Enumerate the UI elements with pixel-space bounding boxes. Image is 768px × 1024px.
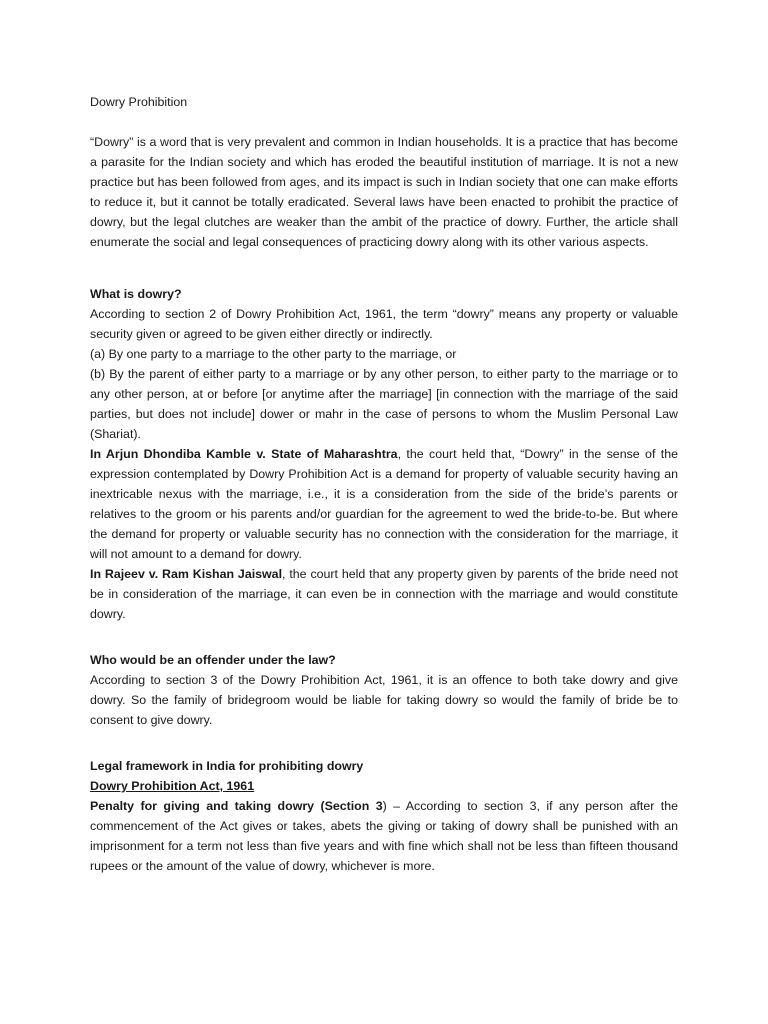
section-2-definition: According to section 2 of Dowry Prohibition Act, 1961, the term “dowry” means any property or valuable security given or agreed to be given either directly or indirectly. xyxy=(90,307,678,341)
item-a: (a) By one party to a marriage to the other party to the marriage, or xyxy=(90,347,457,361)
case-rajeev-paragraph xyxy=(90,564,678,624)
case-rajeev-name: In Rajeev v. Ram Kishan Jaiswal xyxy=(90,567,283,581)
document-title: Dowry Prohibition xyxy=(90,95,188,109)
penalty-text: ) – According to section 3, if any person after the commencement of the Act gives or takes, abets the giving or taking of dowry shall be punished with an imprisonment for a term not less than five years and with fine which shall not be less than fifteen thousand rupees or the amount of the value of dowry, whichever is more. xyxy=(90,799,678,873)
what-is-dowry-heading: What is dowry? xyxy=(90,287,182,301)
intro-paragraph: “Dowry” is a word that is very prevalent and common in Indian households. It is a practice that has become a parasite for the Indian society and which has eroded the beautiful institution of marriage. It is not a new practice but has been followed from ages, and its impact is such in Indian society that one can make efforts to reduce it, but it cannot be totally eradicated. Several laws have been enacted to prohibit the practice of dowry, but the legal clutches are weaker than the ambit of the practice of dowry. Further, the article shall enumerate the social and legal consequences of practicing dowry along with its other various aspects. xyxy=(90,135,678,249)
case-arjun-name: In Arjun Dhondiba Kamble v. State of Maharashtra xyxy=(90,447,398,461)
document-page xyxy=(90,92,678,876)
legal-framework-heading: Legal framework in India for prohibiting dowry xyxy=(90,759,364,773)
case-arjun-text: , the court held that, “Dowry” in the sense of the expression contemplated by Dowry Prohibition Act is a demand for property of valuable security having an inextricable nexus with the marriage, i.e., it is a consideration from the side of the bride’s parents or relatives to the groom or his parents and/or guardian for the agreement to wed the bride-to-be. But where the demand for property or valuable security has no connection with the consideration for the marriage, it will not amount to a demand for dowry. xyxy=(90,447,678,561)
penalty-label: Penalty for giving and taking dowry (Section 3 xyxy=(90,799,383,813)
act-subheading: Dowry Prohibition Act, 1961 xyxy=(90,779,255,793)
case-rajeev-text: , the court held that any property given by parents of the bride need not be in consideration of the marriage, it can even be in connection with the marriage and would constitute dowry. xyxy=(90,567,678,621)
offender-paragraph: According to section 3 of the Dowry Prohibition Act, 1961, it is an offence to both take dowry and give dowry. So the family of bridegroom would be liable for taking dowry so would the family of bride be to consent to give dowry. xyxy=(90,673,678,727)
offender-heading: Who would be an offender under the law? xyxy=(90,653,336,667)
item-b: (b) By the parent of either party to a marriage or by any other person, to either party to the marriage or to any other person, at or before [or anytime after the marriage] [in connection with the marriage of the said parties, but does not include] dower or mahr in the case of persons to whom the Muslim Personal Law (Shariat). xyxy=(90,367,678,441)
case-arjun-paragraph xyxy=(90,444,678,564)
penalty-paragraph xyxy=(90,796,678,876)
